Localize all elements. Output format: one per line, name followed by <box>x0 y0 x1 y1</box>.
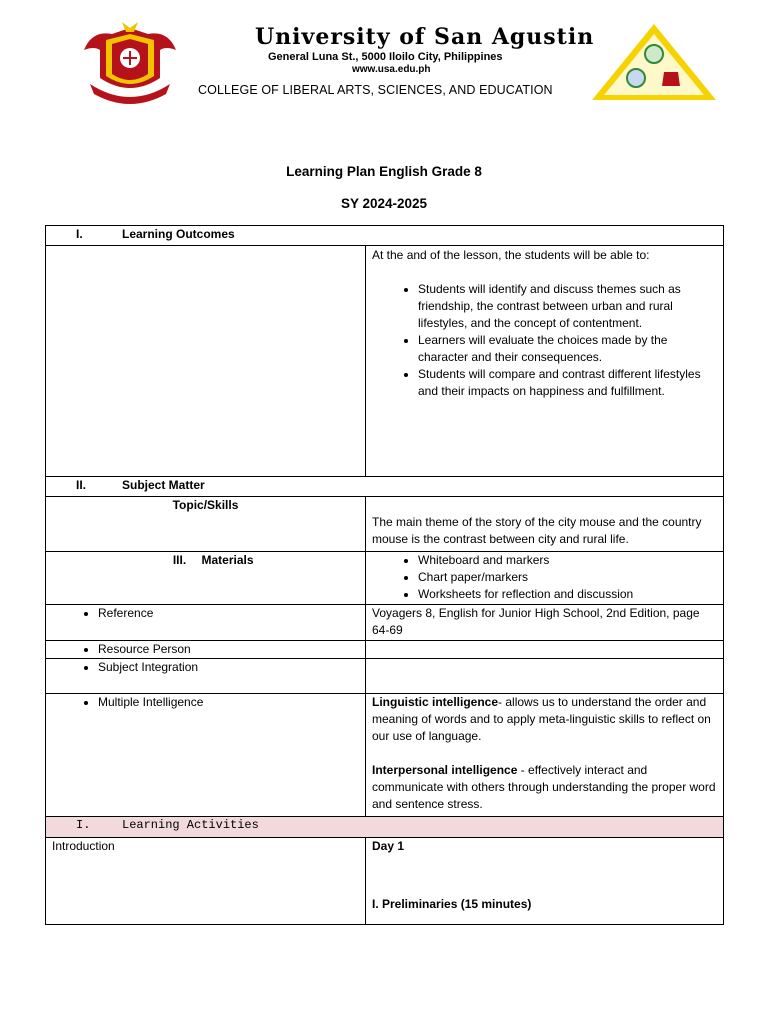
section-row-learning-outcomes <box>46 226 724 246</box>
section-heading: II. Subject Matter <box>46 477 724 497</box>
learning-outcomes-row <box>46 246 724 477</box>
list-item: • Worksheets for reflection and discussion <box>418 586 717 603</box>
section-row-learning-activities <box>46 817 724 838</box>
resource-person-label-cell <box>46 641 366 659</box>
introduction-label: Introduction <box>46 838 366 925</box>
resource-person-label: • Resource Person <box>98 641 359 658</box>
document-title: Learning Plan English Grade 8 <box>286 164 482 179</box>
reference-row <box>46 605 724 641</box>
college-triangle-logo-icon <box>590 22 718 102</box>
materials-cell <box>366 552 724 605</box>
resource-person-row <box>46 641 724 659</box>
introduction-cell <box>366 838 724 925</box>
subject-integration-row <box>46 659 724 694</box>
university-website: www.usa.edu.ph <box>352 64 431 75</box>
school-year: SY 2024-2025 <box>340 196 428 211</box>
learning-plan-table <box>45 225 724 925</box>
learning-outcomes-cell <box>366 246 724 477</box>
subject-integration-label-cell <box>46 659 366 694</box>
university-name: University of San Agustin <box>255 24 595 50</box>
topic-label: Topic/Skills <box>46 497 366 552</box>
list-item: • Students will identify and discuss themes such as friendship, the contrast between urban and rural lifestyles, and the concept of contentment. <box>418 281 717 332</box>
outcomes-list <box>372 281 717 400</box>
multiple-intelligence-cell <box>366 694 724 817</box>
subject-integration-label: • Subject Integration <box>98 659 359 676</box>
college-name: COLLEGE OF LIBERAL ARTS, SCIENCES, AND EDUCATION <box>198 83 553 97</box>
letterhead <box>0 0 768 115</box>
topic-cell <box>366 497 724 552</box>
list-item: • Chart paper/markers <box>418 569 717 586</box>
section-heading: I. Learning Outcomes <box>46 226 724 246</box>
resource-person-value <box>366 641 724 659</box>
list-item: • Learners will evaluate the choices made by the character and their consequences. <box>418 332 717 366</box>
section-heading: I. Learning Activities <box>46 817 724 838</box>
multiple-intelligence-label-cell <box>46 694 366 817</box>
reference-label-cell <box>46 605 366 641</box>
university-seal-icon <box>82 20 178 104</box>
multiple-intelligence-row <box>46 694 724 817</box>
intelligence-entry-linguistic: Linguistic intelligence- allows us to understand the order and meaning of words and to apply meta-linguistic skills to reflect on our use of language. <box>372 695 711 743</box>
topic-text: The main theme of the story of the city mouse and the country mouse is the contrast between city and rural life. <box>372 515 702 546</box>
introduction-row <box>46 838 724 925</box>
multiple-intelligence-label: • Multiple Intelligence <box>98 694 359 711</box>
topic-row <box>46 497 724 552</box>
reference-label: • Reference <box>98 605 359 622</box>
list-item: • Whiteboard and markers <box>418 552 717 569</box>
intelligence-entry-interpersonal: Interpersonal intelligence - effectively interact and communicate with others through understanding the proper word and sentence stress. <box>372 763 716 811</box>
materials-row <box>46 552 724 605</box>
preliminaries-label: I. Preliminaries (15 minutes) <box>372 897 532 911</box>
university-address: General Luna St., 5000 Iloilo City, Philippines <box>268 51 503 63</box>
outcomes-intro: At the and of the lesson, the students will be able to: <box>372 248 650 262</box>
reference-value: Voyagers 8, English for Junior High School, 2nd Edition, page 64-69 <box>366 605 724 641</box>
materials-list <box>372 552 717 603</box>
materials-label: III. Materials <box>46 552 366 605</box>
day-label: Day 1 <box>372 839 405 853</box>
section-row-subject-matter <box>46 477 724 497</box>
empty-cell <box>46 246 366 477</box>
subject-integration-value <box>366 659 724 694</box>
list-item: • Students will compare and contrast different lifestyles and their impacts on happiness and fulfillment. <box>418 366 717 400</box>
